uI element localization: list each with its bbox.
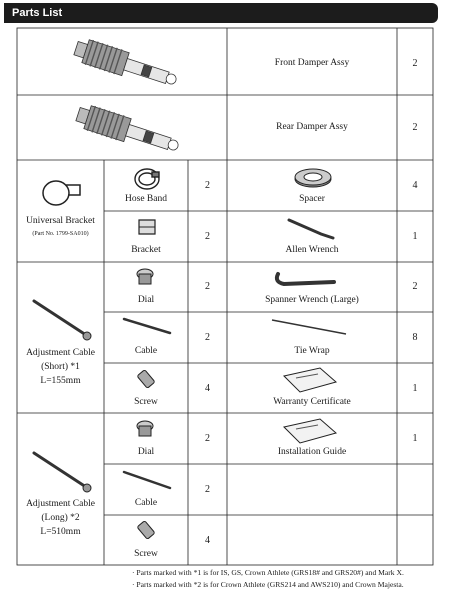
adjustment-cable-long-illustration [30, 447, 98, 497]
allen-wrench-qty: 1 [412, 231, 418, 242]
adjustment-cable-long-line3: L=510mm [40, 527, 81, 537]
warranty-certificate-name: Warranty Certificate [273, 397, 351, 407]
screw-illustration [136, 368, 156, 390]
spanner-wrench-illustration [270, 266, 342, 294]
screw-qty: 4 [205, 383, 210, 394]
cable-name: Cable [134, 346, 158, 356]
screw-name: Screw [134, 397, 158, 407]
universal-bracket-illustration [36, 171, 84, 211]
cable-long-qty: 2 [205, 484, 210, 495]
allen-wrench-illustration [283, 216, 339, 242]
hose-band-illustration [131, 164, 165, 192]
front-damper-qty: 2 [412, 58, 418, 69]
spacer-qty: 4 [412, 180, 418, 191]
dial-long-name: Dial [137, 447, 155, 457]
cable-long-name: Cable [134, 498, 158, 508]
screw-long-qty: 4 [205, 535, 210, 546]
header-title: Parts List [12, 7, 63, 19]
installation-guide-qty: 1 [412, 433, 418, 444]
installation-guide-name: Installation Guide [277, 447, 347, 457]
bracket-name: Bracket [131, 245, 161, 255]
dial-long-qty: 2 [205, 433, 210, 444]
adjustment-cable-short-line3: L=155mm [40, 376, 81, 386]
adjustment-cable-short-illustration [30, 295, 98, 345]
allen-wrench-name: Allen Wrench [285, 245, 339, 255]
rear-damper-name: Rear Damper Assy [276, 122, 348, 132]
adjustment-cable-short-line2: (Short) *1 [41, 362, 80, 372]
installation-guide-illustration [280, 417, 340, 445]
warranty-certificate-illustration [280, 366, 340, 394]
rear-damper-qty: 2 [412, 122, 418, 133]
universal-bracket-name: Universal Bracket [26, 216, 95, 226]
screw-illustration-long [136, 519, 156, 541]
hose-band-name: Hose Band [125, 194, 167, 204]
cable-qty: 2 [205, 332, 210, 343]
cable-illustration [120, 315, 174, 337]
front-damper-illustration [60, 32, 185, 92]
spacer-name: Spacer [299, 194, 325, 204]
tie-wrap-qty: 8 [412, 332, 418, 343]
cable-illustration-long [120, 468, 174, 492]
adjustment-cable-long-line1: Adjustment Cable [26, 499, 95, 509]
rear-damper-illustration [62, 98, 187, 158]
dial-qty: 2 [205, 281, 210, 292]
front-damper-name: Front Damper Assy [274, 58, 350, 68]
dial-illustration-long [134, 418, 156, 442]
universal-bracket-part-no: (Part No. 1799-SA010) [32, 231, 89, 237]
bracket-qty: 2 [205, 231, 210, 242]
hose-band-qty: 2 [205, 180, 210, 191]
adjustment-cable-long-line2: (Long) *2 [41, 513, 80, 523]
spacer-illustration [290, 164, 336, 190]
warranty-certificate-qty: 1 [412, 383, 418, 394]
footnote-2: · Parts marked with *2 is for Crown Athlete (GRS214 and AWS210) and Crown Majesta. [132, 580, 404, 589]
spanner-wrench-qty: 2 [412, 281, 418, 292]
tie-wrap-name: Tie Wrap [294, 346, 330, 356]
adjustment-cable-short-line1: Adjustment Cable [26, 348, 95, 358]
spanner-wrench-name: Spanner Wrench (Large) [265, 295, 359, 305]
dial-illustration [134, 266, 156, 290]
tie-wrap-illustration [268, 316, 350, 338]
dial-name: Dial [137, 295, 155, 305]
footnote-1: · Parts marked with *1 is for IS, GS, Crown Athlete (GRS18# and GRS20#) and Mark X. [132, 568, 404, 577]
bracket-illustration [135, 216, 161, 240]
screw-long-name: Screw [134, 549, 158, 559]
